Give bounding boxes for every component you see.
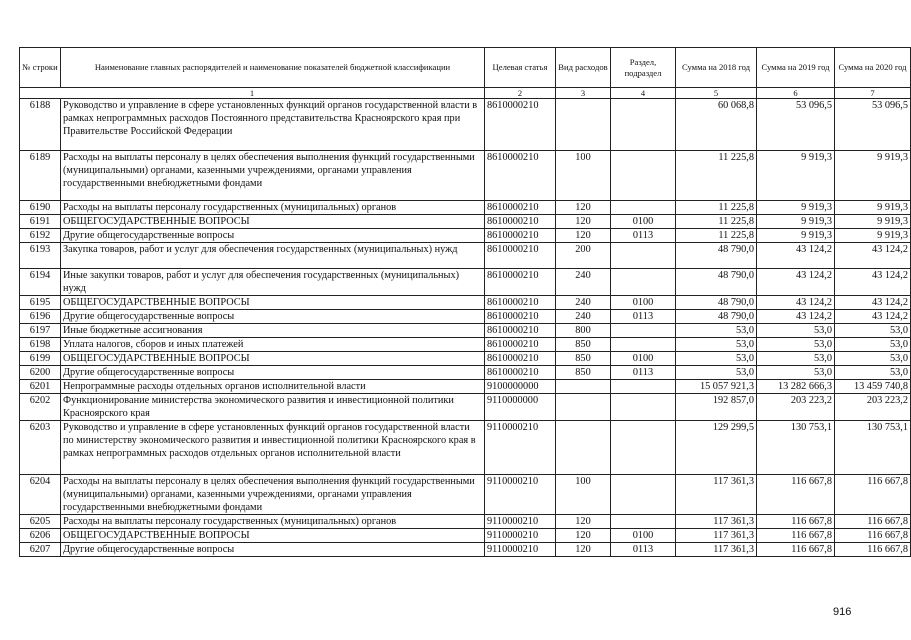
- table-row: [20, 296, 911, 310]
- row-section: 0100: [611, 296, 676, 310]
- row-sum-2020: 53,0: [835, 338, 911, 352]
- row-name: ОБЩЕГОСУДАРСТВЕННЫЕ ВОПРОСЫ: [61, 215, 485, 229]
- table-row: [20, 352, 911, 366]
- row-target-article: 9110000210: [485, 515, 556, 529]
- page-number: 916: [833, 606, 852, 618]
- row-number: 6193: [20, 243, 61, 269]
- row-expense-type: 120: [556, 543, 611, 557]
- row-section: 0100: [611, 352, 676, 366]
- row-section: [611, 380, 676, 394]
- row-number: 6199: [20, 352, 61, 366]
- column-number: 4: [611, 88, 676, 99]
- row-name: Иные закупки товаров, работ и услуг для обеспечения государственных (муниципальных) нужд: [61, 269, 485, 296]
- row-section: 0113: [611, 543, 676, 557]
- row-sum-2019: 116 667,8: [757, 475, 835, 515]
- row-sum-2018: 11 225,8: [676, 201, 757, 215]
- row-name: ОБЩЕГОСУДАРСТВЕННЫЕ ВОПРОСЫ: [61, 352, 485, 366]
- row-sum-2018: 11 225,8: [676, 151, 757, 201]
- row-section: 0100: [611, 215, 676, 229]
- row-sum-2018: 48 790,0: [676, 310, 757, 324]
- row-sum-2018: 53,0: [676, 338, 757, 352]
- row-expense-type: 850: [556, 338, 611, 352]
- row-target-article: 8610000210: [485, 229, 556, 243]
- row-sum-2019: 53,0: [757, 352, 835, 366]
- header-sum-2018: Сумма на 2018 год: [676, 48, 757, 88]
- column-number: 6: [757, 88, 835, 99]
- row-sum-2019: 13 282 666,3: [757, 380, 835, 394]
- row-target-article: 8610000210: [485, 310, 556, 324]
- row-name: Закупка товаров, работ и услуг для обеспечения государственных (муниципальных) нужд: [61, 243, 485, 269]
- row-number: 6196: [20, 310, 61, 324]
- row-number: 6189: [20, 151, 61, 201]
- row-sum-2018: 53,0: [676, 324, 757, 338]
- row-sum-2020: 9 919,3: [835, 201, 911, 215]
- row-section: [611, 421, 676, 475]
- row-target-article: 8610000210: [485, 296, 556, 310]
- row-expense-type: 120: [556, 229, 611, 243]
- row-name: Расходы на выплаты персоналу в целях обеспечения выполнения функций государственными (муниципальными) органами, казенными учреждениями, органами управления государственными внебюджетными фондами: [61, 475, 485, 515]
- row-sum-2019: 9 919,3: [757, 215, 835, 229]
- row-name: ОБЩЕГОСУДАРСТВЕННЫЕ ВОПРОСЫ: [61, 529, 485, 543]
- column-number: 3: [556, 88, 611, 99]
- row-name: Руководство и управление в сфере установленных функций органов государственной власти по министерству экономического развития и инвестиционной политики Красноярского края в рамках непрограммных расходов отдельных органов исполнительной власти: [61, 421, 485, 475]
- row-sum-2020: 130 753,1: [835, 421, 911, 475]
- table-row: [20, 201, 911, 215]
- row-number: 6195: [20, 296, 61, 310]
- row-sum-2018: 117 361,3: [676, 475, 757, 515]
- row-sum-2020: 43 124,2: [835, 243, 911, 269]
- row-sum-2018: 48 790,0: [676, 296, 757, 310]
- table-row: [20, 269, 911, 296]
- row-number: 6191: [20, 215, 61, 229]
- row-section: 0113: [611, 366, 676, 380]
- row-target-article: 8610000210: [485, 215, 556, 229]
- row-name: Расходы на выплаты персоналу государственных (муниципальных) органов: [61, 515, 485, 529]
- row-number: 6200: [20, 366, 61, 380]
- row-section: 0100: [611, 529, 676, 543]
- table-row: [20, 543, 911, 557]
- row-name: Другие общегосударственные вопросы: [61, 543, 485, 557]
- row-sum-2019: 43 124,2: [757, 296, 835, 310]
- row-sum-2020: 53,0: [835, 352, 911, 366]
- row-section: 0113: [611, 310, 676, 324]
- row-sum-2018: 48 790,0: [676, 269, 757, 296]
- header-sum-2019: Сумма на 2019 год: [757, 48, 835, 88]
- column-number: 5: [676, 88, 757, 99]
- row-section: 0113: [611, 229, 676, 243]
- row-sum-2019: 53,0: [757, 324, 835, 338]
- table-row: [20, 366, 911, 380]
- row-number: 6205: [20, 515, 61, 529]
- header-sum-2020: Сумма на 2020 год: [835, 48, 911, 88]
- row-name: Непрограммные расходы отдельных органов исполнительной власти: [61, 380, 485, 394]
- row-target-article: 8610000210: [485, 269, 556, 296]
- row-section: [611, 475, 676, 515]
- row-sum-2019: 116 667,8: [757, 529, 835, 543]
- row-sum-2019: 130 753,1: [757, 421, 835, 475]
- row-number: 6188: [20, 99, 61, 151]
- row-sum-2020: 116 667,8: [835, 529, 911, 543]
- table-row: [20, 529, 911, 543]
- row-sum-2019: 116 667,8: [757, 543, 835, 557]
- row-sum-2018: 48 790,0: [676, 243, 757, 269]
- row-sum-2020: 13 459 740,8: [835, 380, 911, 394]
- row-expense-type: 200: [556, 243, 611, 269]
- row-sum-2019: 203 223,2: [757, 394, 835, 421]
- row-sum-2018: 192 857,0: [676, 394, 757, 421]
- row-section: [611, 515, 676, 529]
- row-sum-2020: 116 667,8: [835, 515, 911, 529]
- header-row-number: № строки: [20, 48, 61, 88]
- row-number: 6202: [20, 394, 61, 421]
- row-target-article: 9110000000: [485, 394, 556, 421]
- header-expense-type: Вид расходов: [556, 48, 611, 88]
- row-target-article: 9110000210: [485, 421, 556, 475]
- row-sum-2019: 9 919,3: [757, 229, 835, 243]
- row-name: Расходы на выплаты персоналу в целях обеспечения выполнения функций государственными (муниципальными) органами, казенными учреждениями, органами управления государственными внебюджетными фондами: [61, 151, 485, 201]
- header-target-article: Целевая статья: [485, 48, 556, 88]
- row-sum-2019: 53,0: [757, 366, 835, 380]
- column-number-row: [20, 88, 911, 99]
- row-sum-2020: 116 667,8: [835, 543, 911, 557]
- row-sum-2018: 53,0: [676, 352, 757, 366]
- row-section: [611, 99, 676, 151]
- row-expense-type: 120: [556, 215, 611, 229]
- row-name: Функционирование министерства экономического развития и инвестиционной политики Красноярского края: [61, 394, 485, 421]
- row-sum-2019: 43 124,2: [757, 243, 835, 269]
- row-sum-2020: 43 124,2: [835, 310, 911, 324]
- row-sum-2020: 43 124,2: [835, 296, 911, 310]
- row-sum-2019: 9 919,3: [757, 151, 835, 201]
- row-number: 6201: [20, 380, 61, 394]
- row-sum-2020: 9 919,3: [835, 215, 911, 229]
- table-row: [20, 515, 911, 529]
- row-section: [611, 201, 676, 215]
- row-section: [611, 269, 676, 296]
- row-section: [611, 151, 676, 201]
- table-row: [20, 394, 911, 421]
- table-row: [20, 421, 911, 475]
- row-target-article: 9110000210: [485, 475, 556, 515]
- row-expense-type: 240: [556, 310, 611, 324]
- row-name: Иные бюджетные ассигнования: [61, 324, 485, 338]
- row-section: [611, 324, 676, 338]
- table-row: [20, 380, 911, 394]
- header-section: Раздел, подраздел: [611, 48, 676, 88]
- row-name: Расходы на выплаты персоналу государственных (муниципальных) органов: [61, 201, 485, 215]
- table-row: [20, 310, 911, 324]
- row-number: 6207: [20, 543, 61, 557]
- row-target-article: 8610000210: [485, 201, 556, 215]
- table-body: [20, 99, 911, 557]
- header-name: Наименование главных распорядителей и наименование показателей бюджетной классификации: [61, 48, 485, 88]
- row-expense-type: 240: [556, 296, 611, 310]
- row-sum-2019: 43 124,2: [757, 310, 835, 324]
- row-sum-2020: 53,0: [835, 324, 911, 338]
- row-expense-type: 120: [556, 529, 611, 543]
- row-sum-2018: 117 361,3: [676, 543, 757, 557]
- row-sum-2018: 15 057 921,3: [676, 380, 757, 394]
- row-expense-type: [556, 380, 611, 394]
- table-row: [20, 324, 911, 338]
- row-name: Другие общегосударственные вопросы: [61, 366, 485, 380]
- row-target-article: 8610000210: [485, 338, 556, 352]
- row-name: Другие общегосударственные вопросы: [61, 310, 485, 324]
- row-section: [611, 243, 676, 269]
- row-sum-2018: 11 225,8: [676, 229, 757, 243]
- row-expense-type: [556, 421, 611, 475]
- row-target-article: 8610000210: [485, 324, 556, 338]
- table-row: [20, 475, 911, 515]
- row-sum-2019: 9 919,3: [757, 201, 835, 215]
- row-target-article: 8610000210: [485, 151, 556, 201]
- row-target-article: 8610000210: [485, 366, 556, 380]
- row-number: 6206: [20, 529, 61, 543]
- row-target-article: 8610000210: [485, 352, 556, 366]
- row-section: [611, 394, 676, 421]
- row-expense-type: 120: [556, 201, 611, 215]
- row-sum-2020: 53 096,5: [835, 99, 911, 151]
- row-sum-2020: 43 124,2: [835, 269, 911, 296]
- row-sum-2018: 117 361,3: [676, 529, 757, 543]
- row-target-article: 8610000210: [485, 99, 556, 151]
- row-name: Другие общегосударственные вопросы: [61, 229, 485, 243]
- row-sum-2018: 60 068,8: [676, 99, 757, 151]
- row-sum-2018: 53,0: [676, 366, 757, 380]
- row-sum-2020: 53,0: [835, 366, 911, 380]
- row-expense-type: 850: [556, 366, 611, 380]
- row-target-article: 9110000210: [485, 529, 556, 543]
- row-target-article: 9100000000: [485, 380, 556, 394]
- row-sum-2019: 53 096,5: [757, 99, 835, 151]
- row-sum-2019: 116 667,8: [757, 515, 835, 529]
- row-sum-2020: 203 223,2: [835, 394, 911, 421]
- row-number: 6204: [20, 475, 61, 515]
- row-target-article: 8610000210: [485, 243, 556, 269]
- row-name: ОБЩЕГОСУДАРСТВЕННЫЕ ВОПРОСЫ: [61, 296, 485, 310]
- row-sum-2020: 116 667,8: [835, 475, 911, 515]
- row-expense-type: 100: [556, 151, 611, 201]
- row-expense-type: 100: [556, 475, 611, 515]
- row-number: 6192: [20, 229, 61, 243]
- row-number: 6194: [20, 269, 61, 296]
- column-number: 7: [835, 88, 911, 99]
- table-row: [20, 151, 911, 201]
- column-number: 1: [20, 88, 485, 99]
- table-row: [20, 243, 911, 269]
- table-row: [20, 338, 911, 352]
- table-row: [20, 229, 911, 243]
- row-target-article: 9110000210: [485, 543, 556, 557]
- row-name: Руководство и управление в сфере установленных функций органов государственной власти в рамках непрограммных расходов Постоянного представительства Красноярского края при Правительстве Российской Федерации: [61, 99, 485, 151]
- row-expense-type: [556, 99, 611, 151]
- row-sum-2020: 9 919,3: [835, 229, 911, 243]
- row-number: 6190: [20, 201, 61, 215]
- table-row: [20, 99, 911, 151]
- row-number: 6203: [20, 421, 61, 475]
- row-sum-2019: 43 124,2: [757, 269, 835, 296]
- row-expense-type: 120: [556, 515, 611, 529]
- column-number: 2: [485, 88, 556, 99]
- header-row: [20, 48, 911, 88]
- row-expense-type: 800: [556, 324, 611, 338]
- row-number: 6198: [20, 338, 61, 352]
- row-sum-2019: 53,0: [757, 338, 835, 352]
- row-name: Уплата налогов, сборов и иных платежей: [61, 338, 485, 352]
- row-number: 6197: [20, 324, 61, 338]
- row-expense-type: 240: [556, 269, 611, 296]
- row-sum-2018: 129 299,5: [676, 421, 757, 475]
- table-row: [20, 215, 911, 229]
- row-expense-type: 850: [556, 352, 611, 366]
- row-expense-type: [556, 394, 611, 421]
- budget-table: [19, 47, 911, 557]
- row-sum-2018: 11 225,8: [676, 215, 757, 229]
- row-sum-2018: 117 361,3: [676, 515, 757, 529]
- row-sum-2020: 9 919,3: [835, 151, 911, 201]
- row-section: [611, 338, 676, 352]
